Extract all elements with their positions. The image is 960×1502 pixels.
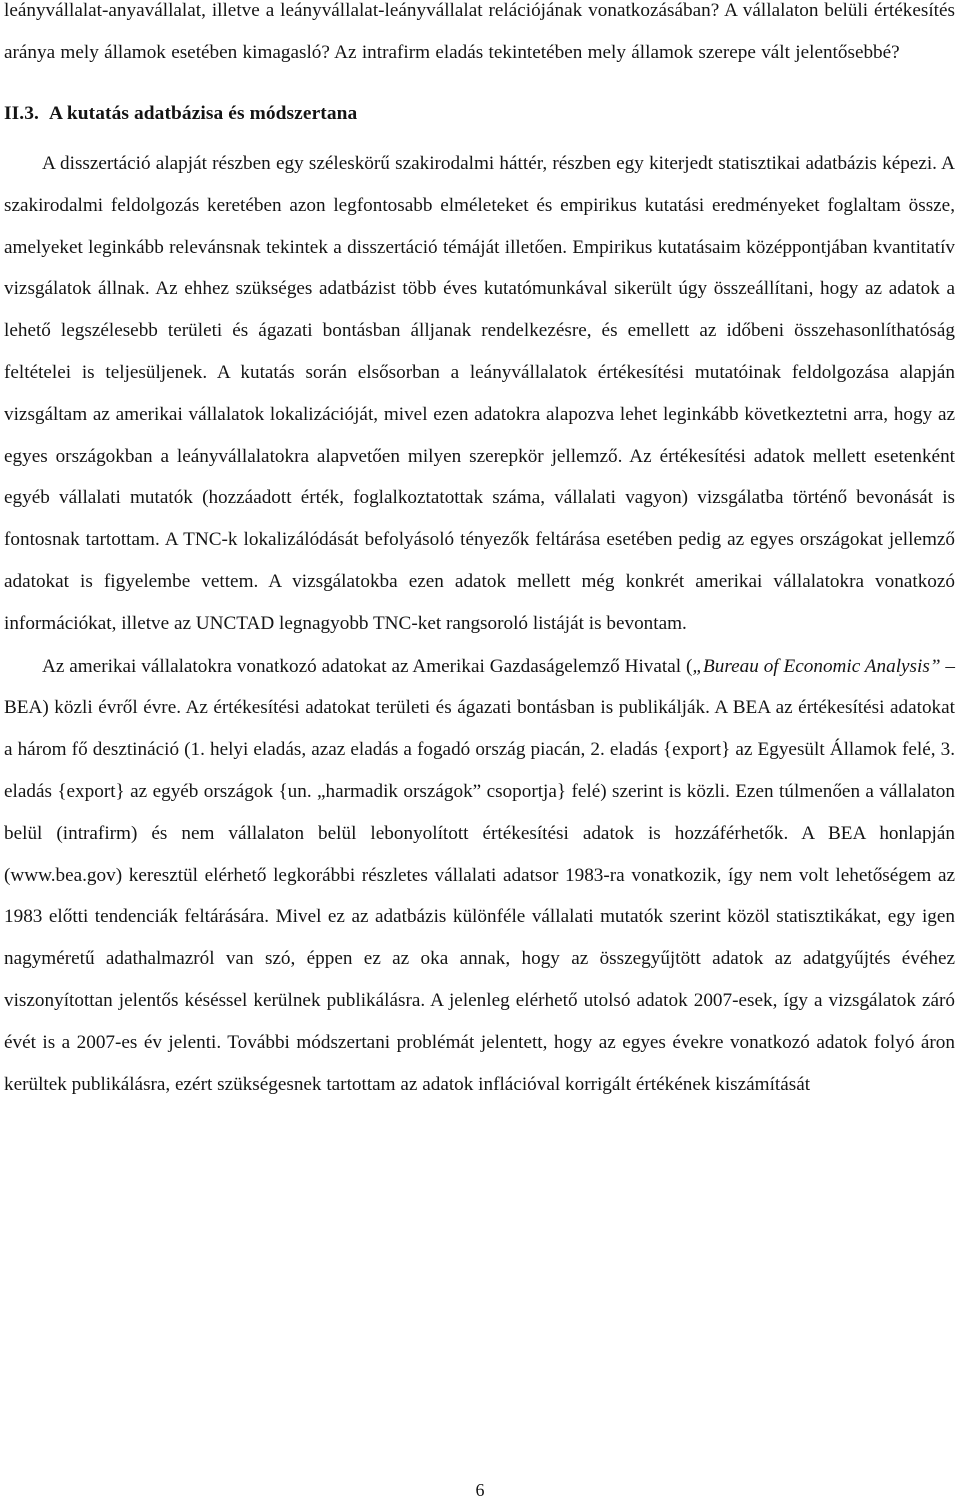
heading-number: II.3. (4, 103, 39, 124)
paragraph-2-start: Az amerikai vállalatokra vonatkozó adatokat az Amerikai Gazdaságelemző Hivatal ( (42, 655, 693, 677)
continuation-text: leányvállalat-anyavállalat, illetve a leányvállalat-leányvállalat relációjának vonatkozásában? A vállalaton belüli értékesítés aránya mely államok esetében kimagasló? Az intrafirm eladás tekintetében mely államok szerepe vált jelentősebbé? (4, 0, 955, 63)
paragraph-1: A disszertáció alapját részben egy széleskörű szakirodalmi háttér, részben egy kiterjedt statisztikai adatbázis képezi. A szakirodalmi feldolgozás keretében azon legfontosabb elméleteket és empirikus kutatási eredményeket foglaltam össze, amelyeket leginkább relevánsnak tekintek a disszertáció témáját illetően. Empirikus kutatásaim középpontjában kvantitatív vizsgálatok állnak. Az ehhez szükséges adatbázist több éves kutatómunkával sikerült úgy összeállítani, hogy az adatok a lehető legszélesebb területi és ágazati bontásban álljanak rendelkezésre, és emellett az időbeni összehasonlíthatóság feltételei is teljesüljenek. A kutatás során elsősorban a leányvállalatok értékesítési mutatóinak feldolgozása alapján vizsgáltam az amerikai vállalatok lokalizációját, mivel ezen adatokra alapozva lehet leginkább következtetni arra, hogy az egyes országokban a leányvállalatokra alapvetően milyen szerepkör jellemző. Az értékesítési adatok mellett esetenként egyéb vállalati mutatók (hozzáadott érték, foglalkoztatottak száma, vállalati vagyon) vizsgálatba történő bevonását is fontosnak tartottam. A TNC-k lokalizálódását befolyásoló tényezők feltárása esetében pedig az egyes országokat jellemző adatokat is figyelembe vettem. A vizsgálatokba ezen adatok mellett még konkrét amerikai vállalatokra vonatkozó információkat, illetve az UNCTAD legnagyobb TNC-ket rangsoroló listáját is bevontam. (4, 153, 955, 634)
paragraph-2-rest: – BEA) közli évről évre. Az értékesítési adatokat területi és ágazati bontásban is publikálják. A BEA az értékesítési adatokat a három fő desztináció (1. helyi eladás, azaz eladás a fogadó ország piacán, 2. eladás {export} az Egyesült Államok felé, 3. eladás {export} az egyéb országok {un. „harmadik országok” csoportja} felé) szerint is közli. Ezen túlmenően a vállalaton belül (intrafirm) és nem vállalaton belül lebonyolított értékesítési adatok is hozzáférhetők. A BEA honlapján (www.bea.gov) keresztül elérhető legkorábbi részletes vállalati adatsor 1983-ra vonatkozik, így nem volt lehetőségem az 1983 előtti tendenciák feltárására. Mivel ez az adatbázis különféle vállalati mutatók szerint közöl statisztikákat, egy igen nagyméretű adathalmazról van szó, éppen ez az oka annak, hogy az összegyűjtött adatok az adatgyűjtés évéhez viszonyítottan jelentős késéssel kerülnek publikálásra. A jelenleg elérhető utolsó adatok 2007-esek, így a vizsgálatok záró évét is a 2007-es év jelenti. További módszertani problémát jelentett, hogy az egyes évekre vonatkozó adatok folyó áron kerültek publikálásra, ezért szükségesnek tartottam az adatok inflációval korrigált értékének kiszámítását (4, 655, 955, 1095)
page-number: 6 (475, 1480, 485, 1500)
section-heading (4, 93, 955, 135)
paragraph-2 (4, 646, 955, 1106)
bureau-name-italic: „Bureau of Economic Analysis” (692, 655, 941, 677)
heading-title: A kutatás adatbázisa és módszertana (48, 103, 358, 124)
